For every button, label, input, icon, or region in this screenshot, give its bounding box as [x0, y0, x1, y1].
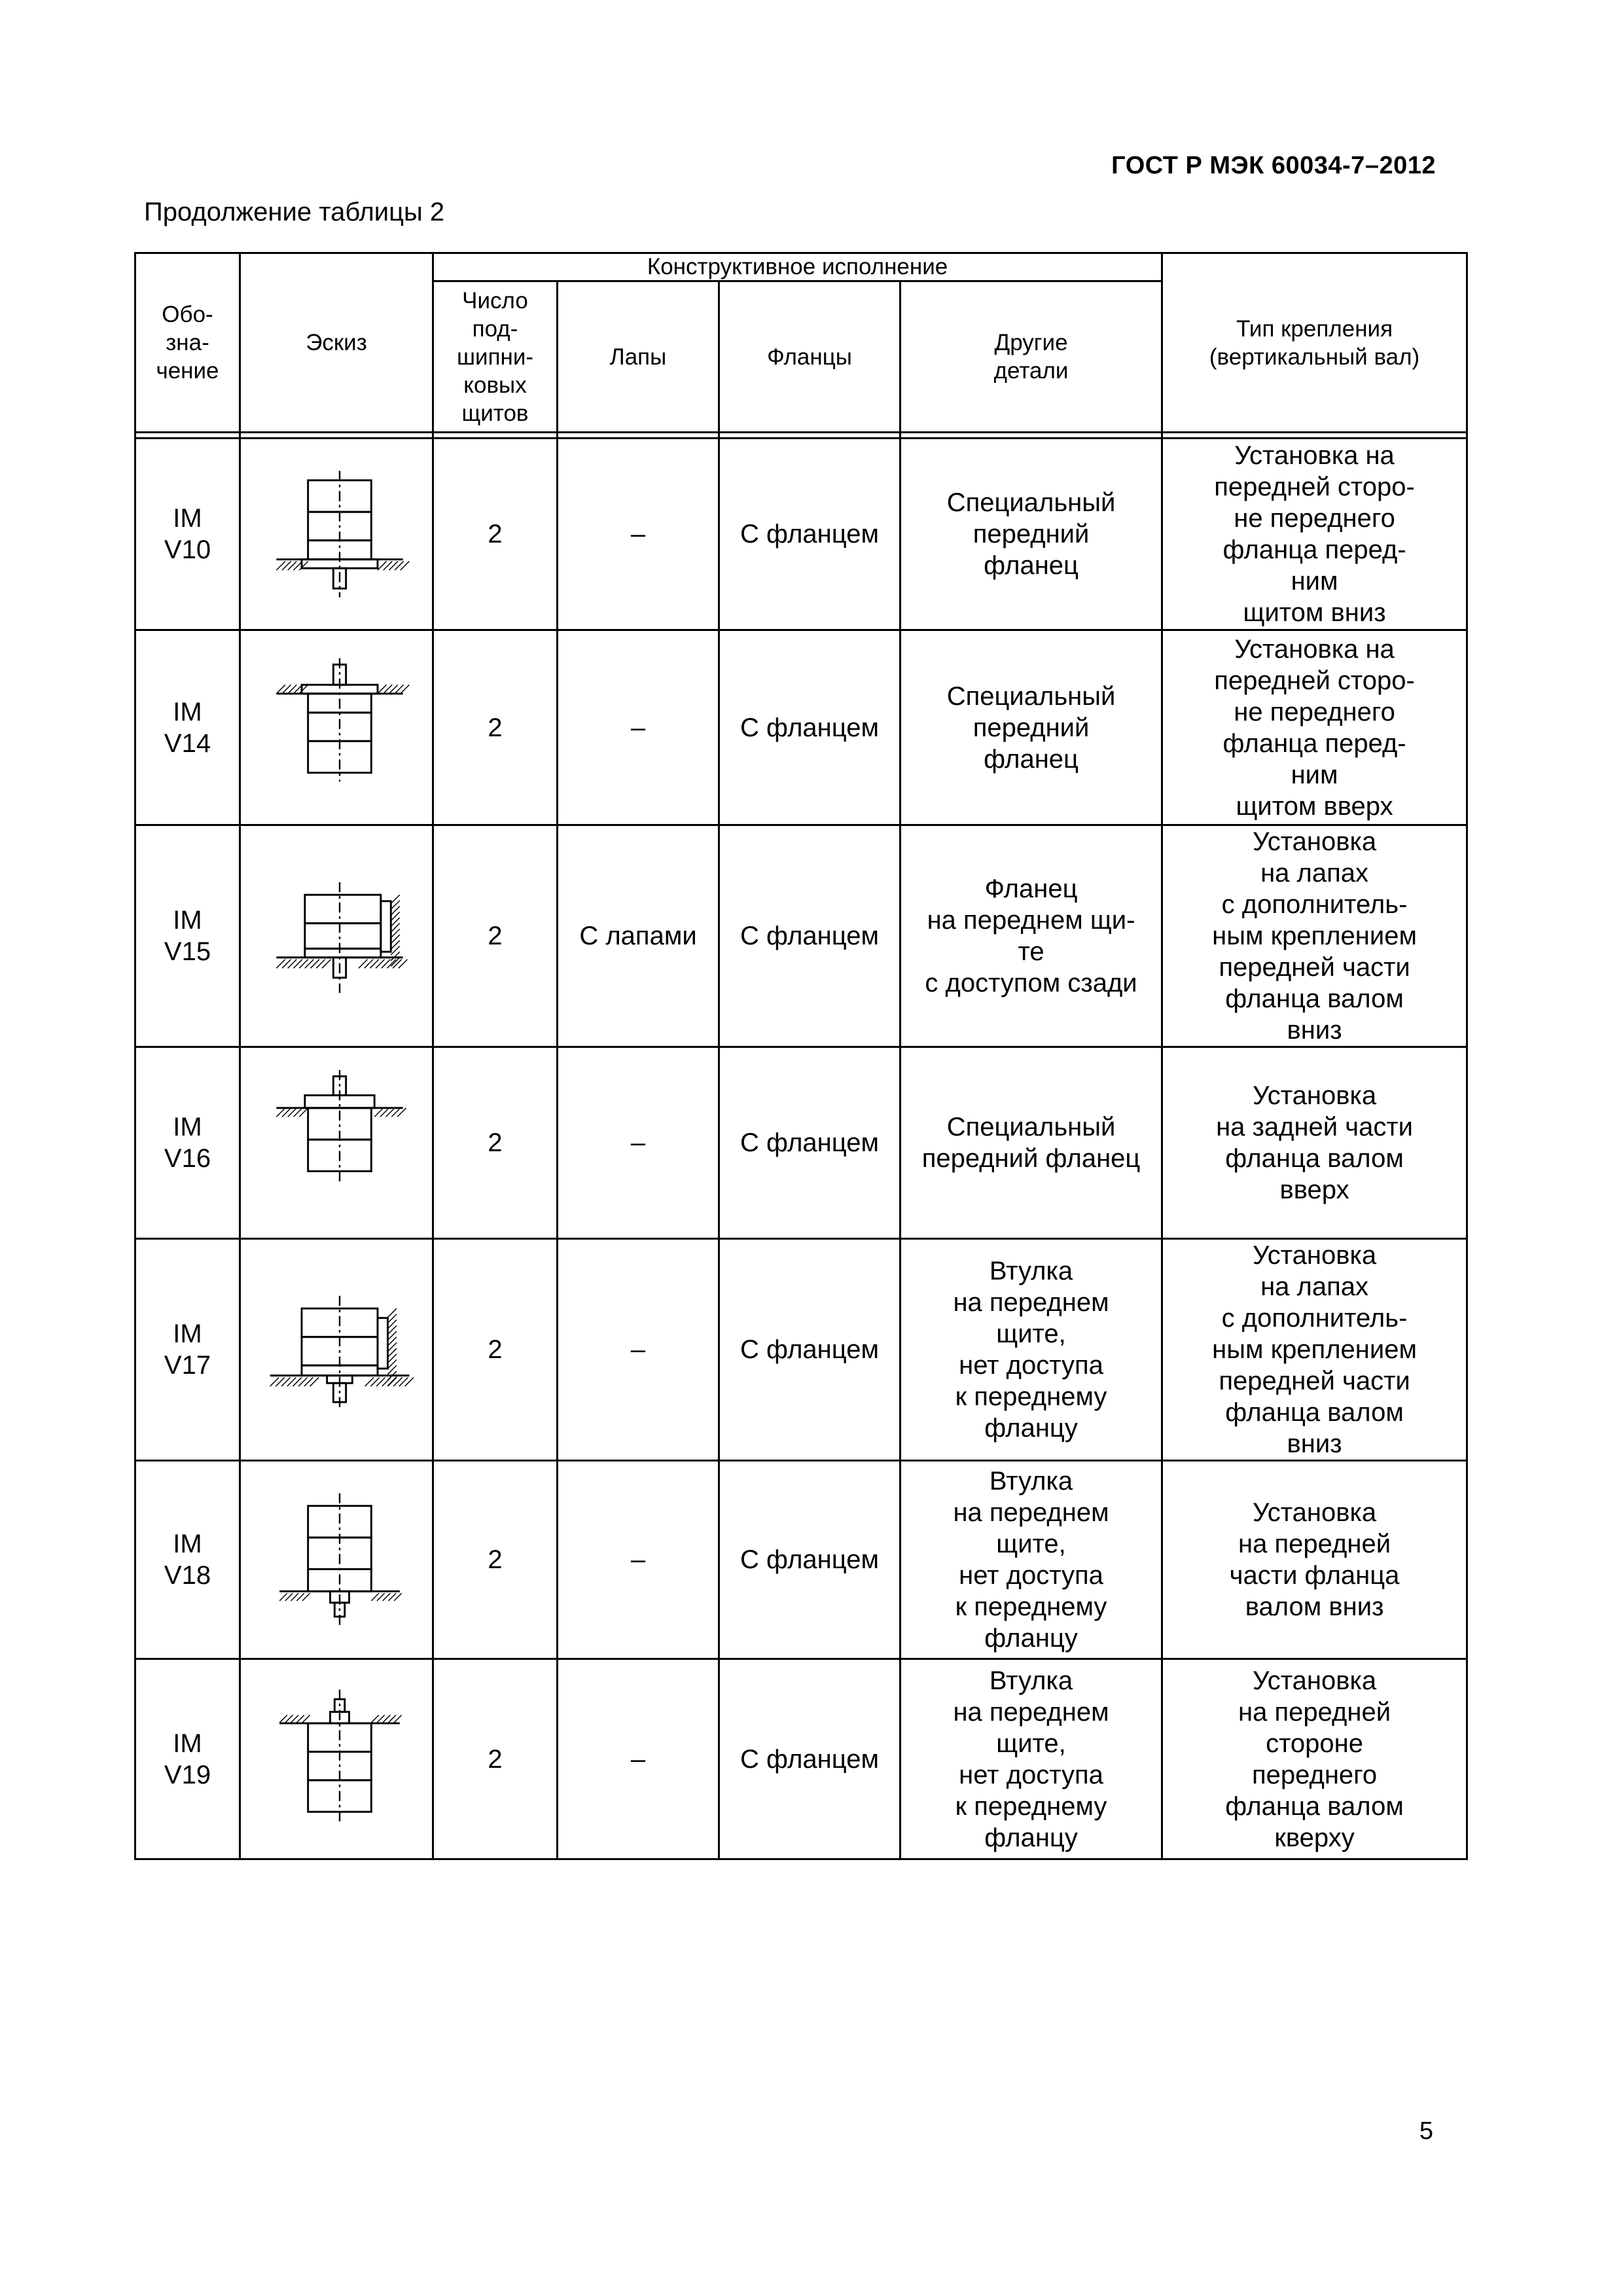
cell-feet: – [558, 630, 719, 825]
motor-v15-sketch-icon [245, 861, 435, 1011]
cell-sketch [240, 1047, 433, 1239]
cell-feet: – [558, 1047, 719, 1239]
cell-designation: IM V18 [135, 1461, 240, 1659]
cell-shields-count: 2 [433, 1239, 558, 1461]
header-flanges: Фланцы [719, 281, 901, 433]
cell-designation: IM V15 [135, 825, 240, 1047]
motor-v14-sketch-icon [245, 653, 435, 803]
cell-sketch [240, 825, 433, 1047]
cell-sketch [240, 1461, 433, 1659]
cell-feet: – [558, 1239, 719, 1461]
cell-flanges: С фланцем [719, 1659, 901, 1859]
cell-feet: – [558, 1461, 719, 1659]
cell-mounting-type: Установка на лапах с дополнитель- ным креплением передней части фланца валом вниз [1162, 825, 1467, 1047]
cell-mounting-type: Установка на лапах с дополнитель- ным креплением передней части фланца валом вниз [1162, 1239, 1467, 1461]
cell-feet: – [558, 1659, 719, 1859]
cell-flanges: С фланцем [719, 1047, 901, 1239]
table-continuation-caption: Продолжение таблицы 2 [144, 198, 445, 226]
cell-sketch [240, 1239, 433, 1461]
table-row [135, 825, 1467, 1047]
table-row [135, 1461, 1467, 1659]
standard-designation: ГОСТ Р МЭК 60034-7–2012 [1111, 152, 1436, 179]
page-number: 5 [1419, 2117, 1433, 2145]
table-row [135, 1239, 1467, 1461]
table-row [135, 630, 1467, 825]
motor-v19-sketch-icon [245, 1684, 435, 1835]
cell-sketch [240, 1659, 433, 1859]
cell-feet: С лапами [558, 825, 719, 1047]
cell-shields-count: 2 [433, 1461, 558, 1659]
header-mounting-type: Тип крепления (вертикальный вал) [1162, 253, 1467, 433]
header-shields-count: Число под- шипни- ковых щитов [433, 281, 558, 433]
cell-shields-count: 2 [433, 1047, 558, 1239]
cell-flanges: С фланцем [719, 1461, 901, 1659]
motor-v17-sketch-icon [245, 1274, 435, 1425]
cell-mounting-type: Установка на передней сторо- не переднего фланца перед- ним щитом вверх [1162, 630, 1467, 825]
cell-shields-count: 2 [433, 825, 558, 1047]
cell-designation: IM V19 [135, 1659, 240, 1859]
table-row [135, 1047, 1467, 1239]
cell-designation: IM V16 [135, 1047, 240, 1239]
cell-designation: IM V14 [135, 630, 240, 825]
motor-v18-sketch-icon [245, 1484, 435, 1635]
header-designation: Обо- зна- чение [135, 253, 240, 433]
cell-flanges: С фланцем [719, 825, 901, 1047]
cell-other-details: Втулка на переднем щите, нет доступа к переднему фланцу [901, 1461, 1162, 1659]
cell-sketch [240, 439, 433, 630]
cell-shields-count: 2 [433, 630, 558, 825]
motor-v10-sketch-icon [245, 459, 435, 609]
cell-mounting-type: Установка на передней стороне переднего фланца валом кверху [1162, 1659, 1467, 1859]
cell-feet: – [558, 439, 719, 630]
cell-other-details: Специальный передний фланец [901, 1047, 1162, 1239]
header-other-details: Другие детали [901, 281, 1162, 433]
cell-designation: IM V17 [135, 1239, 240, 1461]
cell-mounting-type: Установка на передней сторо- не переднего фланца перед- ним щитом вниз [1162, 439, 1467, 630]
cell-flanges: С фланцем [719, 630, 901, 825]
cell-other-details: Втулка на переднем щите, нет доступа к переднему фланцу [901, 1239, 1162, 1461]
cell-mounting-type: Установка на задней части фланца валом вверх [1162, 1047, 1467, 1239]
cell-other-details: Специальный передний фланец [901, 439, 1162, 630]
cell-sketch [240, 630, 433, 825]
header-sketch: Эскиз [240, 253, 433, 433]
cell-flanges: С фланцем [719, 1239, 901, 1461]
cell-other-details: Специальный передний фланец [901, 630, 1162, 825]
cell-mounting-type: Установка на передней части фланца валом вниз [1162, 1461, 1467, 1659]
header-construction-group: Конструктивное исполнение [433, 253, 1162, 281]
table-row [135, 439, 1467, 630]
cell-flanges: С фланцем [719, 439, 901, 630]
cell-shields-count: 2 [433, 1659, 558, 1859]
cell-other-details: Втулка на переднем щите, нет доступа к переднему фланцу [901, 1659, 1162, 1859]
header-feet: Лапы [558, 281, 719, 433]
mounting-types-table [134, 252, 1468, 1860]
cell-shields-count: 2 [433, 439, 558, 630]
cell-other-details: Фланец на переднем щи- те с доступом сзади [901, 825, 1162, 1047]
cell-designation: IM V10 [135, 439, 240, 630]
table-row [135, 1659, 1467, 1859]
motor-v16-sketch-icon [245, 1067, 435, 1218]
